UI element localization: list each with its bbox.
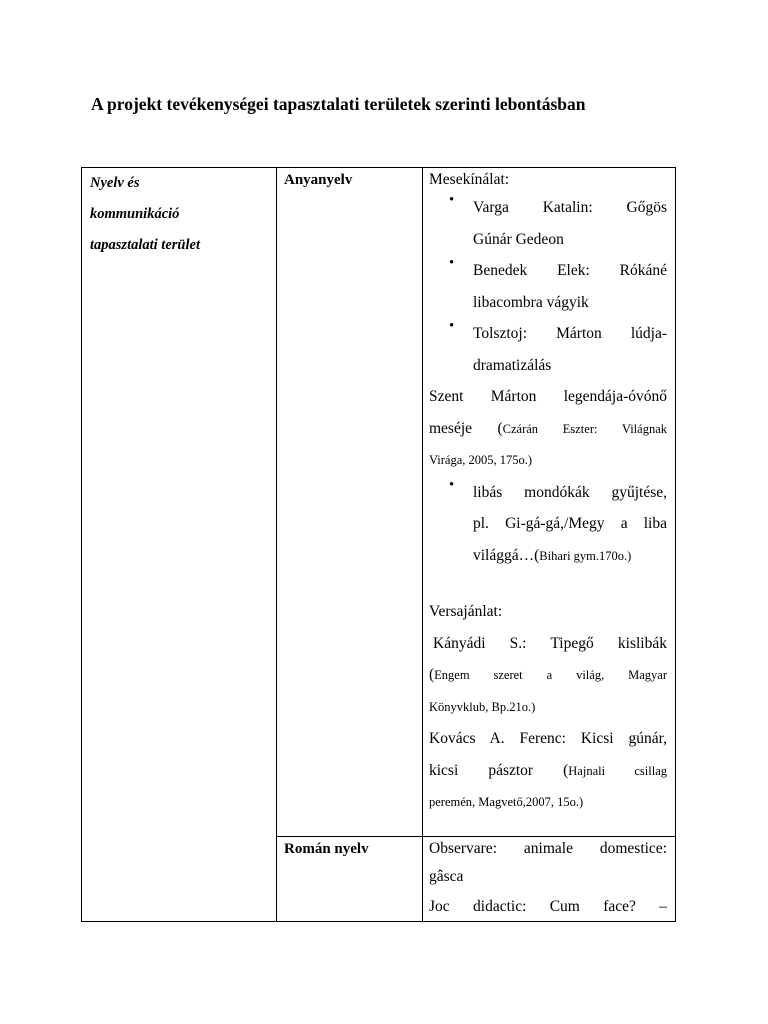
area-line: Nyelv és: [90, 175, 140, 191]
kovacs-source-cont: peremén, Magvető,2007, 15o.): [429, 795, 584, 809]
observare-line-cont: gâsca: [429, 868, 464, 885]
area-line: tapasztalati terület: [90, 237, 200, 253]
kovacs-line: Kovács A. Ferenc: Kicsi gúnár,: [429, 730, 667, 747]
subject-label: Román nyelv: [284, 841, 369, 857]
kanyadi-source-cont: Könyvklub, Bp.21o.): [429, 699, 536, 714]
page-title: A projekt tevékenységei tapasztalati területek szerinti lebontásban: [91, 94, 586, 114]
list-item: • Tolsztoj: Márton lúdja- dramatizálás: [473, 318, 667, 381]
activities-table: [81, 167, 676, 922]
observare-line: Observare: animale domestice:: [429, 840, 667, 857]
rhyme-list: [429, 477, 667, 573]
mesekinalat-heading: Mesekínálat:: [429, 171, 510, 188]
list-item: • Benedek Elek: Rókáné libacombra vágyik: [473, 255, 667, 318]
subject-cell: [277, 168, 423, 837]
list-item: • libás mondókák gyűjtése, pl. Gi-gá-gá,/Megy a liba világgá…(Bihari gym.170o.): [473, 477, 667, 573]
kanyadi-line: Kányádi S.: Tipegő kislibák: [433, 634, 667, 652]
content-cell: [423, 168, 676, 837]
kanyadi-source: (Engem szeret a világ, Magyar: [429, 666, 667, 683]
list-item: • Varga Katalin: Gőgös Gúnár Gedeon: [473, 192, 667, 255]
joc-didactic-line: Joc didactic: Cum face? –: [429, 897, 667, 915]
area-cell: [82, 168, 277, 922]
subject-label: Anyanyelv: [284, 172, 353, 188]
table-row: [82, 168, 676, 837]
szent-marton-source-cont: Virága, 2005, 175o.): [429, 453, 533, 467]
szent-marton-source: meséje (Czárán Eszter: Világnak: [429, 419, 667, 437]
kovacs-source: kicsi pásztor (Hajnali csillag: [429, 761, 667, 779]
subject-cell: [277, 837, 423, 922]
area-line: kommunikáció: [90, 206, 180, 222]
versajanlat-heading: Versajánlat:: [429, 603, 503, 620]
szent-marton-line: Szent Márton legendája-óvónő: [429, 388, 667, 405]
story-list: [429, 192, 667, 381]
content-cell: [423, 837, 676, 922]
